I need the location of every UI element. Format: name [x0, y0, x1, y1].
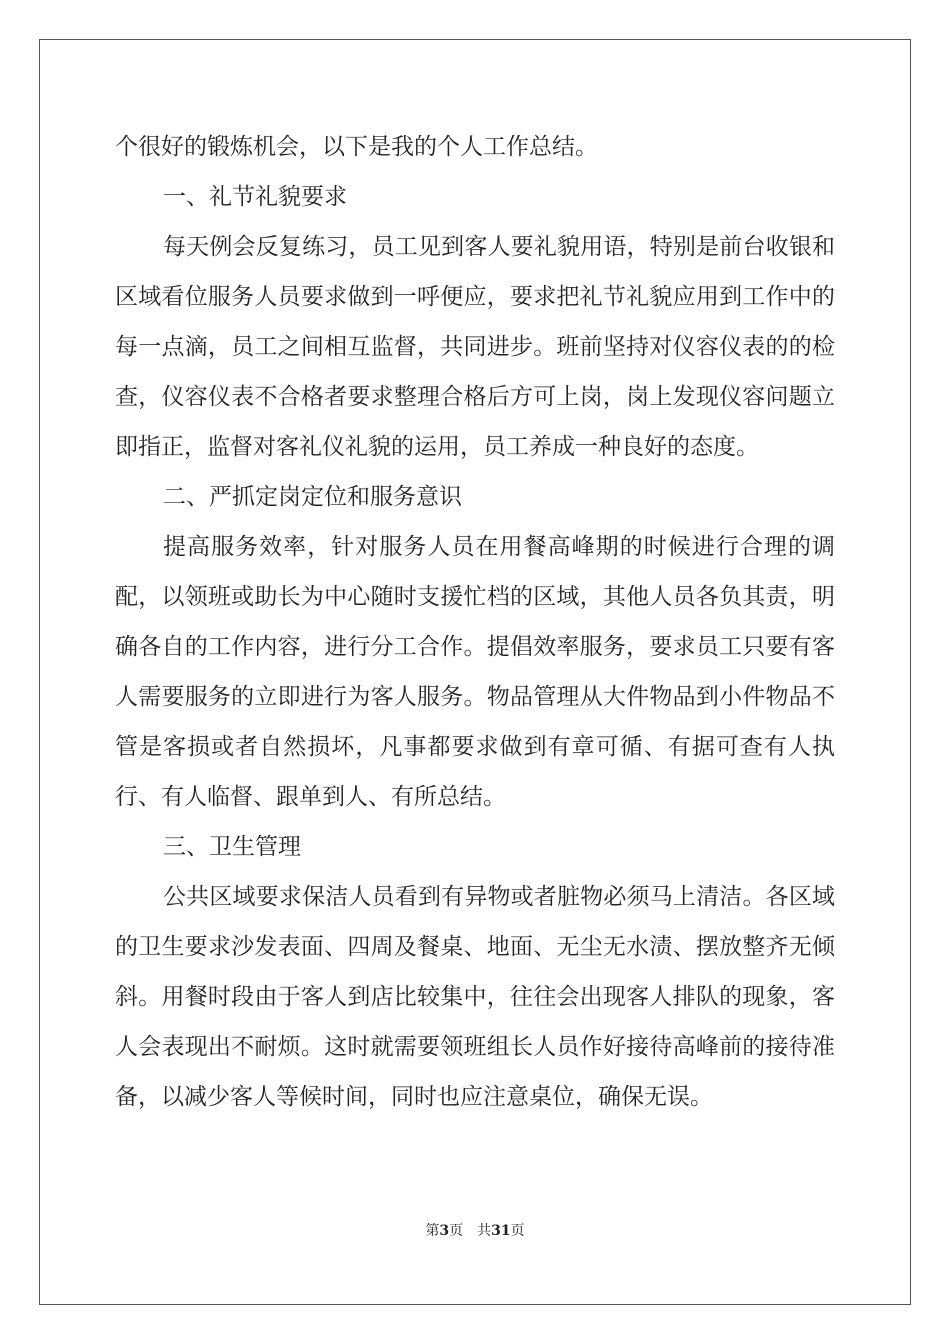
- section-heading-2: 二、严抓定岗定位和服务意识: [163, 484, 462, 510]
- paragraph-service: 提高服务效率，针对服务人员在用餐高峰期的时候进行合理的调配，以领班或助长为中心随时支援忙档的区域，其他人员各负其责，明确各自的工作内容，进行分工合作。提倡效率服务，要求员工只要有客人需要服务的立即进行为客人服务。物品管理从大件物品到小件物品不管是客损或者自然损坏，凡事都要求做到有章可循、有据可查有人执行、有人临督、跟单到人、有所总结。: [115, 534, 835, 810]
- footer-total-number: 31: [491, 1223, 511, 1239]
- footer-total-suffix: 页: [510, 1223, 525, 1239]
- paragraph-etiquette: 每天例会反复练习，员工见到客人要礼貌用语，特别是前台收银和区域看位服务人员要求做到一呼便应，要求把礼节礼貌应用到工作中的每一点滴，员工之间相互监督，共同进步。班前坚持对仪容仪表的的检查，仪容仪表不合格者要求整理合格后方可上岗，岗上发现仪容问题立即指正，监督对客礼仪礼貌的运用，员工养成一种良好的态度。: [115, 234, 835, 460]
- document-body: [115, 122, 835, 1122]
- section-heading-1: 一、礼节礼貌要求: [163, 184, 347, 210]
- footer-total-prefix: 共: [477, 1223, 492, 1239]
- footer-page-number: 3: [439, 1223, 450, 1239]
- paragraph-hygiene: 公共区域要求保洁人员看到有异物或者脏物必须马上清洁。各区域的卫生要求沙发表面、四周及餐桌、地面、无尘无水渍、摆放整齐无倾斜。用餐时段由于客人到店比较集中，往往会出现客人排队的现象，客人会表现出不耐烦。这时就需要领班组长人员作好接待高峰前的接待准备，以减少客人等候时间，同时也应注意桌位，确保无误。: [115, 884, 835, 1110]
- paragraph-continuation: 个很好的锻炼机会，以下是我的个人工作总结。: [115, 134, 598, 160]
- footer-page-prefix: 第: [425, 1223, 440, 1239]
- page-footer: [0, 1220, 950, 1240]
- section-heading-3: 三、卫生管理: [163, 834, 301, 860]
- footer-page-suffix: 页: [449, 1223, 464, 1239]
